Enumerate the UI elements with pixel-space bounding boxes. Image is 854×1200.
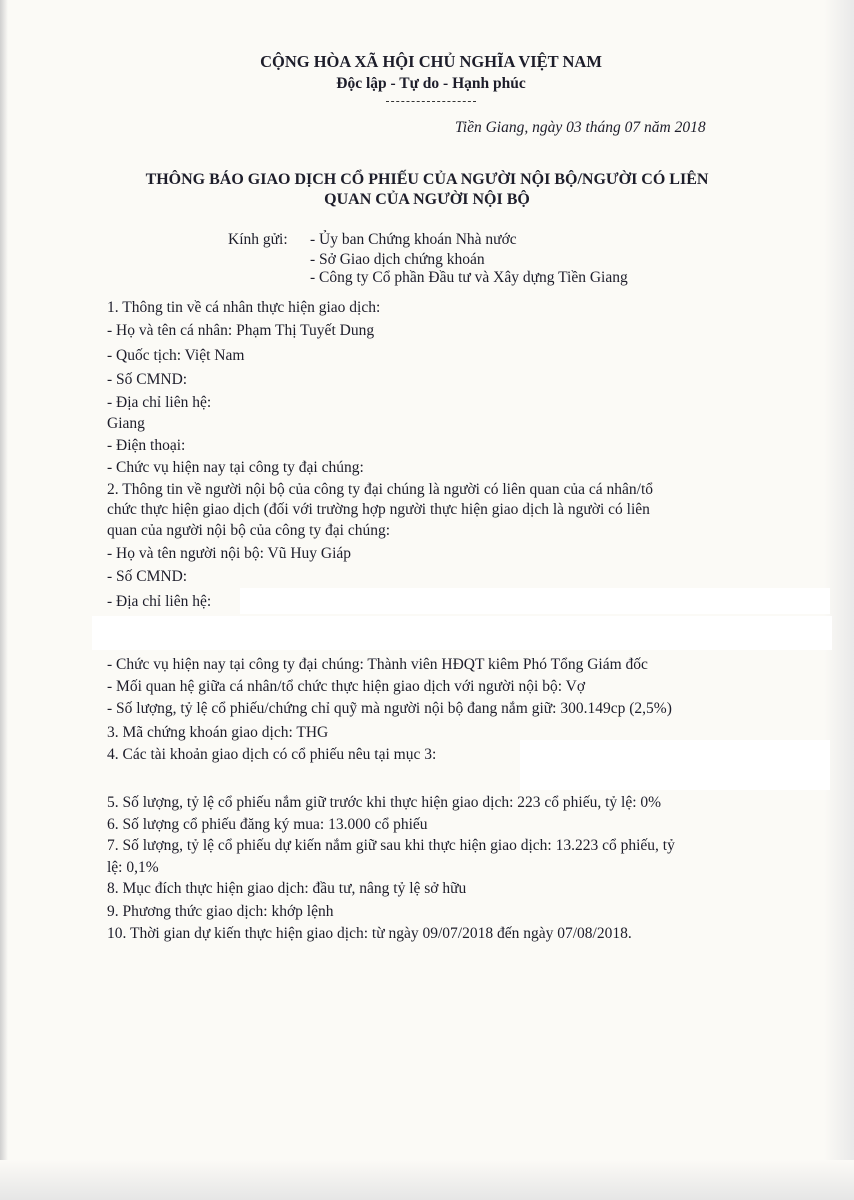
header-divider xyxy=(386,101,476,102)
contact-address: - Địa chỉ liên hệ: xyxy=(107,394,212,411)
insider-id-number: - Số CMND: xyxy=(107,568,188,585)
recipient-item: - Ủy ban Chứng khoán Nhà nước xyxy=(310,231,517,248)
stock-code: 3. Mã chứng khoán giao dịch: THG xyxy=(107,724,329,741)
recipients-label: Kính gửi: xyxy=(228,231,288,248)
section-2-heading: 2. Thông tin về người nội bộ của công ty đại chúng là người có liên quan của cá nhân/tổ xyxy=(107,481,654,498)
trading-accounts: 4. Các tài khoản giao dịch có cổ phiếu nêu tại mục 3: xyxy=(107,746,437,763)
redacted-area xyxy=(92,616,832,650)
holdings-after-continuation: lệ: 0,1% xyxy=(107,859,159,876)
insider-address: - Địa chỉ liên hệ: xyxy=(107,593,212,610)
section-2-text: chức thực hiện giao dịch (đối với trường hợp người thực hiện giao dịch là người có liên xyxy=(107,501,650,518)
recipient-item: - Sở Giao dịch chứng khoán xyxy=(310,251,485,268)
transaction-method: 9. Phương thức giao dịch: khớp lệnh xyxy=(107,903,334,920)
document-title-line1: THÔNG BÁO GIAO DỊCH CỔ PHIẾU CỦA NGƯỜI NỘI BỘ/NGƯỜI CÓ LIÊN xyxy=(145,171,709,188)
date-line: Tiền Giang, ngày 03 tháng 07 năm 2018 xyxy=(455,119,706,136)
current-position: - Chức vụ hiện nay tại công ty đại chúng: xyxy=(107,459,364,476)
motto: Độc lập - Tự do - Hạnh phúc xyxy=(336,75,526,92)
scan-edge-bottom xyxy=(0,1160,854,1200)
id-number: - Số CMND: xyxy=(107,371,188,388)
country-header: CỘNG HÒA XÃ HỘI CHỦ NGHĨA VIỆT NAM xyxy=(260,52,602,71)
holdings-after: 7. Số lượng, tỷ lệ cổ phiếu dự kiến nắm giữ sau khi thực hiện giao dịch: 13.223 cổ phiếu, tỷ xyxy=(107,837,675,854)
redacted-area xyxy=(520,740,830,790)
transaction-period: 10. Thời gian dự kiến thực hiện giao dịch: từ ngày 09/07/2018 đến ngày 07/08/2018. xyxy=(107,925,632,942)
registered-quantity: 6. Số lượng cổ phiếu đăng ký mua: 13.000 cổ phiếu xyxy=(107,816,428,833)
insider-name: - Họ và tên người nội bộ: Vũ Huy Giáp xyxy=(107,545,352,562)
phone: - Điện thoại: xyxy=(107,437,186,454)
redacted-area xyxy=(240,588,830,614)
nationality: - Quốc tịch: Việt Nam xyxy=(107,347,245,364)
recipient-item: - Công ty Cổ phần Đầu tư và Xây dựng Tiền Giang xyxy=(310,269,628,286)
transaction-purpose: 8. Mục đích thực hiện giao dịch: đầu tư, nâng tỷ lệ sở hữu xyxy=(107,880,467,897)
address-continuation: Giang xyxy=(107,415,145,432)
document-title-line2: QUAN CỦA NGƯỜI NỘI BỘ xyxy=(324,191,530,208)
relationship: - Mối quan hệ giữa cá nhân/tổ chức thực hiện giao dịch với người nội bộ: Vợ xyxy=(107,678,586,695)
section-2-text: quan của người nội bộ của công ty đại chúng: xyxy=(107,522,391,539)
holdings-before: 5. Số lượng, tỷ lệ cổ phiếu nắm giữ trước khi thực hiện giao dịch: 223 cổ phiếu, tỷ lệ: 0% xyxy=(107,794,662,811)
section-1-heading: 1. Thông tin về cá nhân thực hiện giao dịch: xyxy=(107,299,381,316)
insider-position: - Chức vụ hiện nay tại công ty đại chúng: Thành viên HĐQT kiêm Phó Tổng Giám đốc xyxy=(107,656,648,673)
person-name: - Họ và tên cá nhân: Phạm Thị Tuyết Dung xyxy=(107,322,375,339)
insider-holdings: - Số lượng, tỷ lệ cổ phiếu/chứng chỉ quỹ mà người nội bộ đang nắm giữ: 300.149cp (2,5%) xyxy=(107,700,672,717)
